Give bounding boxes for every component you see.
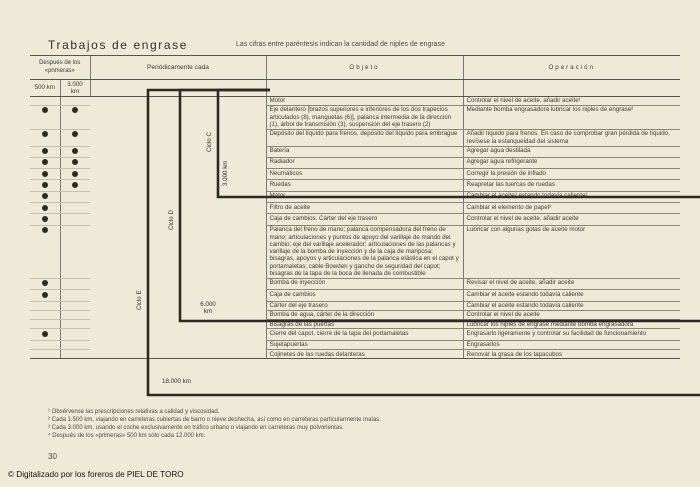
interval-dot (42, 107, 48, 113)
dot-500km (30, 105, 60, 129)
dot-500km (30, 129, 60, 146)
row-objeto: Eje delantero [brazos superiores e inferiores de los dos trapecios articulados (8), manguetas (6)], palanca intermedia de la dirección (1), árbol de transmisión (3), suspensión del eje trasero (2) (266, 105, 463, 129)
interval-dot (42, 292, 48, 298)
interval-dot (42, 205, 48, 211)
interval-dot (72, 182, 78, 188)
interval-dot (42, 193, 48, 199)
credit-line: © Digitalizado por los foreros de PIEL DE TORO (8, 470, 184, 479)
row-objeto: Cárter del eje trasero (266, 301, 463, 310)
dot-500km (30, 191, 60, 202)
dot-500km (30, 278, 60, 289)
footnote-1: ¹ Obsérvense las prescripciones relativas a calidad y viscosidad. (48, 409, 220, 415)
cycle-c-label: Ciclo C (206, 132, 213, 152)
footnote-2: ² Cada 1.500 km, viajando en carreteras cubiertas de barro o nieve deshecha, así como en carreteras particularmente malas. (48, 417, 381, 423)
interval-dot (72, 171, 78, 177)
table-row (30, 225, 680, 278)
table-row (30, 96, 680, 105)
dot-500km (30, 214, 60, 225)
row-objeto: Motor (266, 96, 463, 105)
interval-dot (72, 148, 78, 154)
dot-3000km (60, 129, 90, 146)
dot-3000km (60, 301, 90, 310)
row-objeto: Caja de cambios. Cárter del eje trasero (266, 214, 463, 225)
table-row (30, 214, 680, 225)
row-objeto: Batería (266, 146, 463, 157)
table-row (30, 191, 680, 202)
header-after-first: Después de los «primeras» (30, 56, 90, 80)
dot-3000km (60, 214, 90, 225)
interval-dot (72, 159, 78, 165)
dot-500km (30, 310, 60, 319)
dot-3000km (60, 329, 90, 340)
dot-3000km (60, 290, 90, 301)
table-row (30, 203, 680, 214)
row-objeto: Sujetapuertas (266, 340, 463, 349)
dot-500km (30, 96, 60, 105)
dot-3000km (60, 320, 90, 329)
dot-3000km (60, 310, 90, 319)
lubrication-table (30, 55, 680, 359)
table-row (30, 105, 680, 129)
row-objeto: Neumáticos (266, 169, 463, 180)
table-row (30, 310, 680, 319)
row-objeto: Bomba de agua, cárter de la dirección (266, 310, 463, 319)
row-operacion: Cambiar el elemento de papel³ (463, 203, 680, 214)
dot-500km (30, 203, 60, 214)
interval-dot (72, 107, 78, 113)
interval-dot (42, 148, 48, 154)
interval-dot (42, 182, 48, 188)
header-500km: 500 km (30, 80, 60, 97)
interval-dot (42, 159, 48, 165)
header-objeto: Objeto (266, 56, 463, 80)
dot-500km (30, 146, 60, 157)
dot-500km (30, 320, 60, 329)
row-objeto: Filtro de aceite (266, 203, 463, 214)
table-row (30, 350, 680, 359)
table-row (30, 340, 680, 349)
table-row (30, 320, 680, 329)
table-row (30, 157, 680, 168)
row-operacion: Reapretar las tuercas de ruedas (463, 180, 680, 191)
table-row (30, 180, 680, 191)
dot-500km (30, 301, 60, 310)
page-number: 30 (48, 452, 57, 461)
row-objeto: Motor (266, 191, 463, 202)
row-operacion: Engrasarlos (463, 340, 680, 349)
row-operacion: Agregar agua refrigerante (463, 157, 680, 168)
row-operacion: Cambiar el aceite estando todavía caliente (463, 301, 680, 310)
dot-500km (30, 290, 60, 301)
dot-500km (30, 329, 60, 340)
table-row (30, 129, 680, 146)
row-operacion: Agregar agua destilada (463, 146, 680, 157)
interval-dot (42, 280, 48, 286)
row-operacion: Controlar el nivel de aceite, añadir aceite (463, 214, 680, 225)
row-operacion: Corregir la presión de inflado (463, 169, 680, 180)
page-title: Trabajos de engrase (48, 38, 189, 52)
row-objeto: Cierre del capot, cierre de la tapa del portamaletas (266, 329, 463, 340)
row-operacion: Renovar la grasa de los tapacubos (463, 350, 680, 359)
cycle-d-km: 6.000 km (200, 301, 216, 315)
page-subtitle: Las cifras entre paréntesis indican la cantidad de niples de engrase (236, 41, 445, 48)
row-operacion: Controlar el nivel de aceite (463, 310, 680, 319)
table-row (30, 301, 680, 310)
header-3000km: 3.000 km (60, 80, 90, 97)
table-row (30, 329, 680, 340)
dot-3000km (60, 146, 90, 157)
interval-dot (42, 131, 48, 137)
dot-500km (30, 350, 60, 359)
row-operacion: Añadir líquido para frenos. En caso de comprobar gran pérdida de líquido, revísese la estanqueidad del sistema (463, 129, 680, 146)
dot-500km (30, 225, 60, 278)
dot-3000km (60, 350, 90, 359)
row-objeto: Bisagras de las puertas (266, 320, 463, 329)
row-operacion: Lubricar los niples de engrase mediante bomba engrasadora (463, 320, 680, 329)
table-row (30, 290, 680, 301)
dot-3000km (60, 180, 90, 191)
interval-dot (42, 216, 48, 222)
row-objeto: Palanca del freno de mano; palanca compensadora del freno de mano; articulaciones y puntos de apoyo del varillaje de mando del cambio; eje del varillaje acelerador; articulaciones de las palancas y varillaje de la bomba de inyección y de la caja de mariposa; bisagras, apoyos y articulaciones de la palanca elástica en el capot y portamaletas; cable Bowden y gancho de seguridad del capot; bisagras de la tapa de la boca de llenada de combustible (266, 225, 463, 278)
cycle-e-label: Ciclo E (136, 290, 143, 310)
row-operacion: Engrasarlo ligeramente y controlar su facilidad de funcionamiento (463, 329, 680, 340)
row-operacion: Cambiar el aceite estando todavía caliente (463, 290, 680, 301)
cycle-d-label: Ciclo D (168, 210, 175, 230)
header-periodic: Periódicamente cada (90, 56, 266, 80)
dot-3000km (60, 96, 90, 105)
cycle-e-km: 18.000 km (162, 378, 191, 385)
interval-dot (42, 171, 48, 177)
dot-3000km (60, 340, 90, 349)
dot-3000km (60, 225, 90, 278)
table-row (30, 146, 680, 157)
row-objeto: Cojinetes de las ruedas delanteras (266, 350, 463, 359)
interval-dot (42, 227, 48, 233)
interval-dot (72, 131, 78, 137)
dot-500km (30, 169, 60, 180)
row-objeto: Depósito del líquido para frenos, depósito del líquido para embrague (266, 129, 463, 146)
row-operacion: Mediante bomba engrasadora lubricar los niples de engrase² (463, 105, 680, 129)
interval-dot (42, 331, 48, 337)
row-objeto: Radiador (266, 157, 463, 168)
cycle-c-km: 3.000 km (222, 160, 229, 186)
row-objeto: Bomba de inyección (266, 278, 463, 289)
dot-3000km (60, 278, 90, 289)
row-operacion: Cambiar el aceite³ estando todavía caliente¹ (463, 191, 680, 202)
dot-500km (30, 157, 60, 168)
row-operacion: Revisar el nivel de aceite, añadir aceite (463, 278, 680, 289)
dot-3000km (60, 191, 90, 202)
footnote-3: ³ Cada 3.000 km, usando el coche exclusivamente en tráfico urbano o viajando en carreteras muy polvorientas. (48, 425, 344, 431)
dot-500km (30, 340, 60, 349)
row-objeto: Caja de cambios (266, 290, 463, 301)
table-row (30, 278, 680, 289)
row-operacion: Lubricar con algunas gotas de aceite motor (463, 225, 680, 278)
dot-3000km (60, 105, 90, 129)
dot-500km (30, 180, 60, 191)
row-objeto: Ruedas (266, 180, 463, 191)
table-row (30, 169, 680, 180)
footnote-4: ⁴ Después de los «primeras» 500 km sólo cada 12.000 km. (48, 433, 206, 439)
dot-3000km (60, 157, 90, 168)
dot-3000km (60, 203, 90, 214)
dot-3000km (60, 169, 90, 180)
row-operacion: Controlar el nivel de aceite, añadir aceite¹ (463, 96, 680, 105)
header-operacion: Operación (463, 56, 680, 80)
